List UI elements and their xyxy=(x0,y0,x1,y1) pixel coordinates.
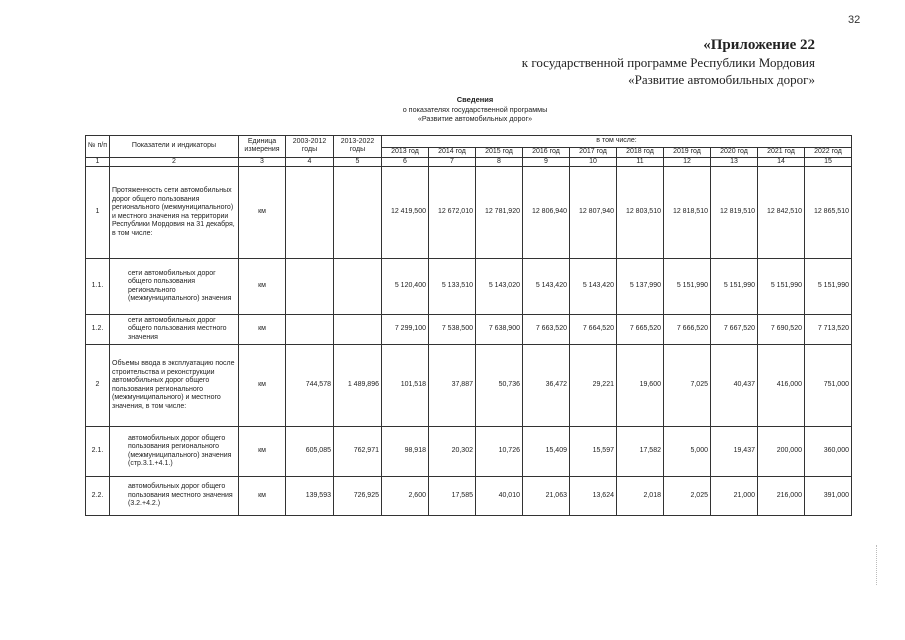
row-unit: км xyxy=(239,345,286,427)
column-number: 3 xyxy=(239,157,286,167)
row-year-value: 12 806,940 xyxy=(523,167,570,259)
row-year-value: 40,010 xyxy=(476,477,523,516)
row-number: 2.2. xyxy=(86,477,110,516)
row-year-value: 5 143,420 xyxy=(570,259,617,315)
row-year-value: 7 690,520 xyxy=(758,315,805,345)
header-year: 2019 год xyxy=(664,148,711,158)
row-year-value: 360,000 xyxy=(805,427,852,477)
row-unit: км xyxy=(239,427,286,477)
column-number: 9 xyxy=(523,157,570,167)
row-year-value: 21,063 xyxy=(523,477,570,516)
appendix-title: «Приложение 22 xyxy=(703,37,815,53)
row-period-1: 744,578 xyxy=(286,345,334,427)
row-year-value: 5,000 xyxy=(664,427,711,477)
row-indicator-name: сети автомобильных дорог общего пользования местного значения xyxy=(110,315,239,345)
row-year-value: 21,000 xyxy=(711,477,758,516)
column-number: 13 xyxy=(711,157,758,167)
row-indicator-name: Протяженность сети автомобильных дорог общего пользования регионального (межмуниципального) и местного значения на территории Республики Мордовия на 31 декабря, в том числе: xyxy=(110,167,239,259)
row-year-value: 7 538,500 xyxy=(429,315,476,345)
row-year-value: 12 819,510 xyxy=(711,167,758,259)
row-period-1: 605,085 xyxy=(286,427,334,477)
column-number: 1 xyxy=(86,157,110,167)
row-year-value: 12 803,510 xyxy=(617,167,664,259)
row-period-1: 139,593 xyxy=(286,477,334,516)
row-period-2 xyxy=(334,167,382,259)
row-year-value: 391,000 xyxy=(805,477,852,516)
row-year-value: 5 143,020 xyxy=(476,259,523,315)
row-year-value: 5 143,420 xyxy=(523,259,570,315)
row-year-value: 5 151,990 xyxy=(711,259,758,315)
row-year-value: 7 666,520 xyxy=(664,315,711,345)
column-number: 15 xyxy=(805,157,852,167)
table-row xyxy=(86,427,852,477)
row-period-2 xyxy=(334,259,382,315)
appendix-line-2: к государственной программе Республики Мордовия xyxy=(521,55,815,70)
row-period-2 xyxy=(334,315,382,345)
row-number: 1.1. xyxy=(86,259,110,315)
row-period-2: 762,971 xyxy=(334,427,382,477)
row-year-value: 5 120,400 xyxy=(382,259,429,315)
row-number: 2.1. xyxy=(86,427,110,477)
row-unit: км xyxy=(239,259,286,315)
row-year-value: 416,000 xyxy=(758,345,805,427)
header-year: 2013 год xyxy=(382,148,429,158)
header-year: 2020 год xyxy=(711,148,758,158)
table-title: Сведения xyxy=(456,95,494,104)
row-year-value: 5 137,990 xyxy=(617,259,664,315)
row-year-value: 5 151,990 xyxy=(664,259,711,315)
row-unit: км xyxy=(239,167,286,259)
row-number: 1 xyxy=(86,167,110,259)
row-year-value: 7 664,520 xyxy=(570,315,617,345)
table-row xyxy=(86,167,852,259)
row-year-value: 5 151,990 xyxy=(758,259,805,315)
row-year-value: 12 865,510 xyxy=(805,167,852,259)
row-year-value: 13,624 xyxy=(570,477,617,516)
row-year-value: 216,000 xyxy=(758,477,805,516)
row-year-value: 7 663,520 xyxy=(523,315,570,345)
column-number: 6 xyxy=(382,157,429,167)
row-period-1 xyxy=(286,167,334,259)
column-number: 4 xyxy=(286,157,334,167)
header-year: 2015 год xyxy=(476,148,523,158)
column-number: 5 xyxy=(334,157,382,167)
row-unit: км xyxy=(239,315,286,345)
header-num: № п/п xyxy=(86,136,110,158)
row-year-value: 12 818,510 xyxy=(664,167,711,259)
page-number: 32 xyxy=(848,14,861,26)
row-year-value: 7 638,900 xyxy=(476,315,523,345)
header-including: в том числе: xyxy=(382,136,852,148)
row-year-value: 12 842,510 xyxy=(758,167,805,259)
column-number: 11 xyxy=(617,157,664,167)
row-year-value: 12 781,920 xyxy=(476,167,523,259)
header-year: 2017 год xyxy=(570,148,617,158)
row-year-value: 12 672,010 xyxy=(429,167,476,259)
row-year-value: 2,600 xyxy=(382,477,429,516)
row-period-2: 1 489,896 xyxy=(334,345,382,427)
row-period-1 xyxy=(286,315,334,345)
table-row xyxy=(86,345,852,427)
scan-margin-artifact xyxy=(876,545,881,585)
row-indicator-name: сети автомобильных дорог общего пользования регионального (межмуниципального) значения xyxy=(110,259,239,315)
row-year-value: 7 665,520 xyxy=(617,315,664,345)
row-period-2: 726,925 xyxy=(334,477,382,516)
row-year-value: 17,582 xyxy=(617,427,664,477)
row-year-value: 12 807,940 xyxy=(570,167,617,259)
row-year-value: 17,585 xyxy=(429,477,476,516)
header-indicator: Показатели и индикаторы xyxy=(110,136,239,158)
column-number: 7 xyxy=(429,157,476,167)
table-row xyxy=(86,259,852,315)
appendix-line-3: «Развитие автомобильных дорог» xyxy=(628,72,815,87)
header-unit: Единица измерения xyxy=(239,136,286,158)
row-period-1 xyxy=(286,259,334,315)
row-number: 2 xyxy=(86,345,110,427)
row-year-value: 36,472 xyxy=(523,345,570,427)
header-year: 2018 год xyxy=(617,148,664,158)
row-year-value: 2,018 xyxy=(617,477,664,516)
row-year-value: 7 667,520 xyxy=(711,315,758,345)
row-year-value: 50,736 xyxy=(476,345,523,427)
header-year: 2021 год xyxy=(758,148,805,158)
row-year-value: 29,221 xyxy=(570,345,617,427)
table-subtitle-1: о показателях государственной программы xyxy=(402,105,548,114)
row-year-value: 19,600 xyxy=(617,345,664,427)
indicators-table xyxy=(85,135,852,516)
row-year-value: 7 299,100 xyxy=(382,315,429,345)
table-row xyxy=(86,477,852,516)
row-year-value: 7 713,520 xyxy=(805,315,852,345)
row-year-value: 20,302 xyxy=(429,427,476,477)
row-year-value: 5 133,510 xyxy=(429,259,476,315)
row-year-value: 10,726 xyxy=(476,427,523,477)
column-number: 14 xyxy=(758,157,805,167)
row-year-value: 751,000 xyxy=(805,345,852,427)
row-unit: км xyxy=(239,477,286,516)
row-year-value: 19,437 xyxy=(711,427,758,477)
column-number: 12 xyxy=(664,157,711,167)
row-year-value: 40,437 xyxy=(711,345,758,427)
header-period-2: 2013-2022 годы xyxy=(334,136,382,158)
row-indicator-name: автомобильных дорог общего пользования регионального (межмуниципального) значения (стр.3.1.+4.1.) xyxy=(110,427,239,477)
row-indicator-name: автомобильных дорог общего пользования местного значения (3.2.+4.2.) xyxy=(110,477,239,516)
header-year: 2022 год xyxy=(805,148,852,158)
column-number: 2 xyxy=(110,157,239,167)
row-number: 1.2. xyxy=(86,315,110,345)
table-row xyxy=(86,315,852,345)
header-year: 2014 год xyxy=(429,148,476,158)
row-year-value: 15,597 xyxy=(570,427,617,477)
row-year-value: 12 419,500 xyxy=(382,167,429,259)
table-subtitle-2: «Развитие автомобильных дорог» xyxy=(417,114,533,123)
column-number: 10 xyxy=(570,157,617,167)
row-year-value: 200,000 xyxy=(758,427,805,477)
header-year: 2016 год xyxy=(523,148,570,158)
row-indicator-name: Объемы ввода в эксплуатацию после строительства и реконструкции автомобильных дорог общего пользования регионального (межмуниципального) и местного значения, в том числе: xyxy=(110,345,239,427)
row-year-value: 5 151,990 xyxy=(805,259,852,315)
row-year-value: 37,887 xyxy=(429,345,476,427)
row-year-value: 2,025 xyxy=(664,477,711,516)
row-year-value: 98,918 xyxy=(382,427,429,477)
header-period-1: 2003-2012 годы xyxy=(286,136,334,158)
row-year-value: 15,409 xyxy=(523,427,570,477)
row-year-value: 101,518 xyxy=(382,345,429,427)
column-number: 8 xyxy=(476,157,523,167)
row-year-value: 7,025 xyxy=(664,345,711,427)
